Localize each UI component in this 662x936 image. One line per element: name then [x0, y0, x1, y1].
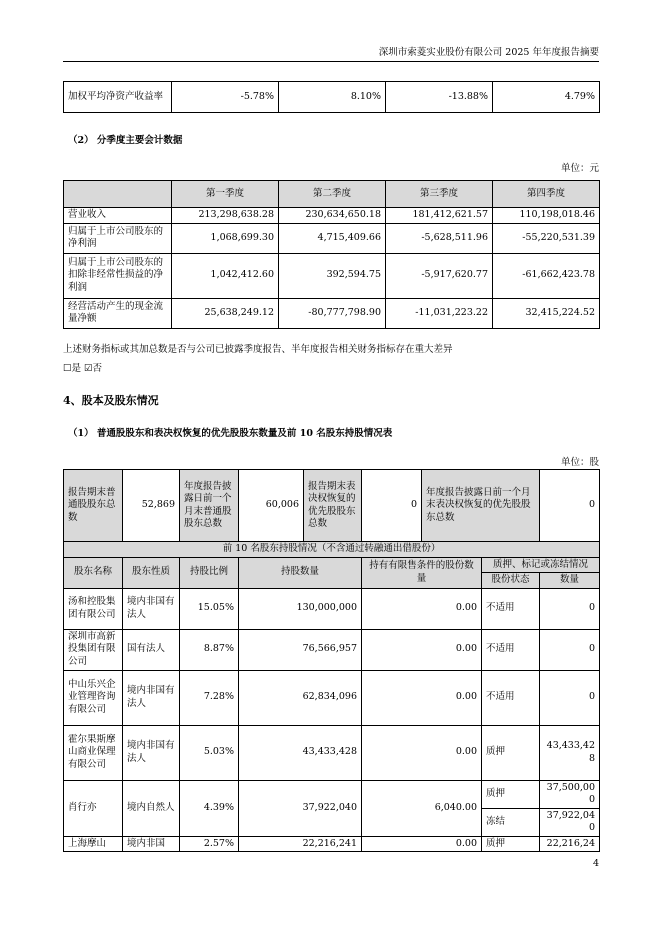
quarterly-row-label: 归属于上市公司股东的净利润	[64, 223, 172, 253]
quarterly-unit: 单位：元	[560, 163, 599, 174]
roe-value: 4.79%	[493, 82, 600, 113]
roe-label: 加权平均净资产收益率	[64, 82, 172, 113]
roe-table	[63, 81, 600, 113]
col-header-status: 股份状态	[482, 573, 540, 589]
summary-value: 60,006	[239, 470, 304, 542]
shareholder-qty: 130,000,000	[239, 588, 362, 629]
shareholder-count: 37,500,000	[540, 780, 600, 808]
quarterly-note: 上述财务指标或其加总数是否与公司已披露季度报告、半年度报告相关财务指标存在重大差异	[63, 344, 453, 355]
quarterly-cell: -80,777,798.90	[279, 298, 386, 328]
shareholder-ratio: 15.05%	[180, 588, 239, 629]
shareholder-count: 0	[540, 670, 600, 725]
quarterly-cell: -5,628,511.96	[386, 223, 493, 253]
quarterly-row-label: 归属于上市公司股东的扣除非经常性损益的净利润	[64, 253, 172, 298]
shareholder-count: 22,216,24	[540, 836, 600, 852]
quarterly-cell: 25,638,249.12	[172, 298, 279, 328]
quarterly-cell: 213,298,638.28	[172, 208, 279, 224]
quarterly-header-blank	[64, 181, 172, 208]
shareholder-status: 不适用	[482, 588, 540, 629]
shareholder-nature: 国有法人	[123, 629, 180, 670]
col-header-count: 数量	[540, 573, 600, 589]
shareholder-name: 深圳市高新投集团有限公司	[64, 629, 123, 670]
shareholder-qty: 22,216,241	[239, 836, 362, 852]
quarterly-cell: 4,715,409.66	[279, 223, 386, 253]
quarterly-header: 第一季度	[172, 181, 279, 208]
difference-checkbox: ☐是 ☑否	[63, 363, 103, 374]
page-number: 4	[592, 858, 599, 869]
shareholder-restricted: 0.00	[362, 836, 482, 852]
roe-value: 8.10%	[279, 82, 386, 113]
quarterly-cell: -11,031,223.22	[386, 298, 493, 328]
quarterly-cell: 110,198,018.46	[493, 208, 600, 224]
page-header-title: 深圳市索菱实业股份有限公司 2025 年年度报告摘要	[378, 47, 599, 58]
shareholder-restricted: 6,040.00	[362, 780, 482, 836]
shareholder-restricted: 0.00	[362, 629, 482, 670]
shareholder-count: 43,433,428	[540, 725, 600, 780]
quarterly-cell: 230,634,650.18	[279, 208, 386, 224]
summary-label: 年度报告披露日前一个月末表决权恢复的优先股股东总数	[422, 470, 540, 542]
col-header-pledge: 质押、标记或冻结情况	[482, 557, 600, 573]
summary-label: 报告期末表决权恢复的优先股股东总数	[304, 470, 362, 542]
shareholder-name: 上海摩山	[64, 836, 123, 852]
col-header-nature: 股东性质	[123, 557, 180, 588]
shareholder-ratio: 5.03%	[180, 725, 239, 780]
shareholder-nature: 境内非国有法人	[123, 725, 180, 780]
summary-value: 0	[362, 470, 422, 542]
shareholder-ratio: 2.57%	[180, 836, 239, 852]
shareholder-nature: 境内非国	[123, 836, 180, 852]
quarterly-section-title: （2） 分季度主要会计数据	[68, 135, 183, 146]
quarterly-cell: 1,068,699.30	[172, 223, 279, 253]
shareholder-status: 不适用	[482, 629, 540, 670]
quarterly-cell: -61,662,423.78	[493, 253, 600, 298]
shareholder-count: 0	[540, 629, 600, 670]
col-header-ratio: 持股比例	[180, 557, 239, 588]
shareholder-qty: 62,834,096	[239, 670, 362, 725]
section4-title: 4、股本及股东情况	[63, 394, 159, 407]
col-header-qty: 持股数量	[239, 557, 362, 588]
shareholder-restricted: 0.00	[362, 670, 482, 725]
shareholder-ratio: 7.28%	[180, 670, 239, 725]
shareholder-status: 质押	[482, 836, 540, 852]
shareholder-unit: 单位：股	[560, 457, 599, 468]
quarterly-header: 第三季度	[386, 181, 493, 208]
shareholder-name: 霍尔果斯摩山商业保理有限公司	[64, 725, 123, 780]
quarterly-table	[63, 180, 600, 329]
shareholder-status: 不适用	[482, 670, 540, 725]
quarterly-row-label: 营业收入	[64, 208, 172, 224]
summary-label: 年度报告披露日前一个月末普通股股东总数	[180, 470, 239, 542]
shareholder-status: 质押	[482, 725, 540, 780]
shareholder-ratio: 4.39%	[180, 780, 239, 836]
quarterly-cell: 181,412,621.57	[386, 208, 493, 224]
shareholder-table	[63, 469, 600, 852]
shareholder-qty: 76,566,957	[239, 629, 362, 670]
shareholder-nature: 境内自然人	[123, 780, 180, 836]
quarterly-cell: -55,220,531.39	[493, 223, 600, 253]
quarterly-cell: 392,594.75	[279, 253, 386, 298]
summary-label: 报告期末普通股股东总数	[64, 470, 123, 542]
shareholder-qty: 43,433,428	[239, 725, 362, 780]
shareholder-count: 0	[540, 588, 600, 629]
shareholder-restricted: 0.00	[362, 588, 482, 629]
shareholder-ratio: 8.87%	[180, 629, 239, 670]
shareholder-name: 汤和控股集团有限公司	[64, 588, 123, 629]
col-header-name: 股东名称	[64, 557, 123, 588]
shareholder-qty: 37,922,040	[239, 780, 362, 836]
shareholder-status: 冻结	[482, 808, 540, 836]
shareholder-name: 中山乐兴企业管理咨询有限公司	[64, 670, 123, 725]
quarterly-header: 第四季度	[493, 181, 600, 208]
shareholder-name: 肖行亦	[64, 780, 123, 836]
quarterly-cell: 1,042,412.60	[172, 253, 279, 298]
shareholder-status: 质押	[482, 780, 540, 808]
summary-value: 52,869	[123, 470, 180, 542]
shareholder-nature: 境内非国有法人	[123, 670, 180, 725]
shareholder-count: 37,922,040	[540, 808, 600, 836]
quarterly-row-label: 经营活动产生的现金流量净额	[64, 298, 172, 328]
roe-value: -5.78%	[172, 82, 279, 113]
section4-subtitle: （1） 普通股股东和表决权恢复的优先股股东数量及前 10 名股东持股情况表	[68, 428, 393, 439]
quarterly-cell: -5,917,620.77	[386, 253, 493, 298]
quarterly-cell: 32,415,224.52	[493, 298, 600, 328]
shareholder-restricted: 0.00	[362, 725, 482, 780]
summary-value: 0	[540, 470, 600, 542]
col-header-restricted: 持有有限售条件的股份数量	[362, 557, 482, 588]
top10-title: 前 10 名股东持股情况（不含通过转融通出借股份）	[64, 542, 600, 558]
quarterly-header: 第二季度	[279, 181, 386, 208]
header-divider	[63, 61, 599, 62]
roe-value: -13.88%	[386, 82, 493, 113]
shareholder-nature: 境内非国有法人	[123, 588, 180, 629]
